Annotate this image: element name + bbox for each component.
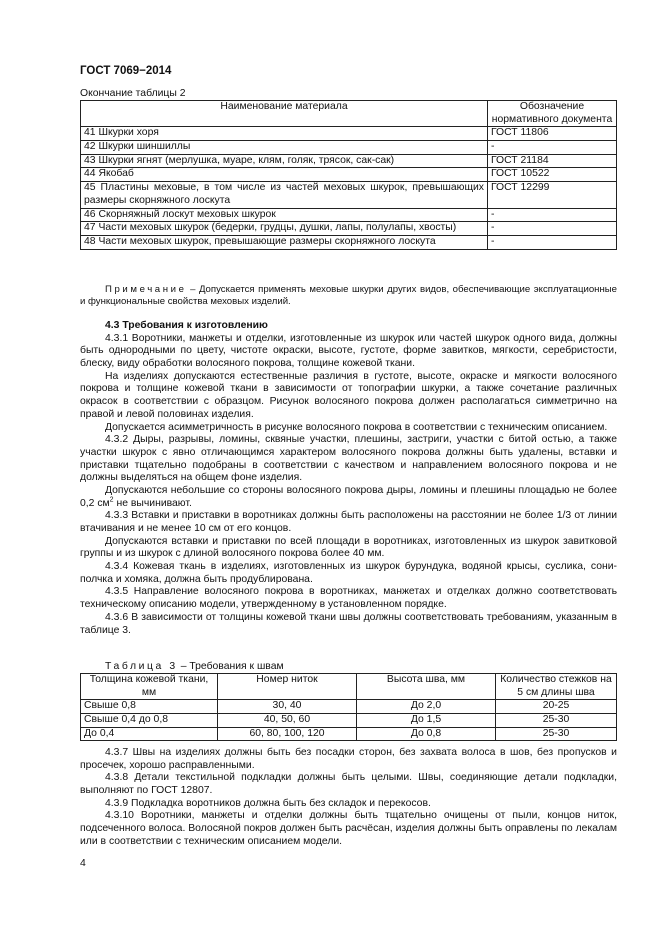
table-row xyxy=(81,222,617,236)
seams-col-thread: Номер ниток xyxy=(218,674,357,700)
paragraph: 4.3.6 В зависимости от толщины кожевой ткани швы должны соответствовать требованиям, указанным в таблице 3. xyxy=(80,611,617,636)
paragraph: 4.3.4 Кожевая ткань в изделиях, изготовленных из шкурок бурундука, водяной крысы, суслика, сони-полчка и хомяка, должна быть продублирована. xyxy=(80,561,617,585)
page-number: 4 xyxy=(80,858,86,869)
table-row xyxy=(81,235,617,249)
seams-cell: До 0,8 xyxy=(357,727,496,741)
table3-caption-label: Таблица 3 xyxy=(105,661,178,672)
seams-table xyxy=(80,673,617,741)
material-name: 45 Пластины меховые, в том числе из частей меховых шкурок, превышающих размеры скорняжного лоскута xyxy=(81,182,488,208)
table-row xyxy=(81,700,617,714)
paragraph: 4.3.3 Вставки и приставки в воротниках должны быть расположены на расстоянии не более 1/3 от линии втачивания и не менее 10 см от его концов. xyxy=(80,510,617,534)
paragraph: Допускается асимметричность в рисунке волосяного покрова в соответствии с техническим описанием. xyxy=(105,421,608,433)
section-body xyxy=(80,320,617,637)
seams-cell: 30, 40 xyxy=(218,700,357,714)
table3-caption xyxy=(105,661,284,674)
hair-text-end: не вычинивают. xyxy=(113,497,192,509)
seams-cell: 20-25 xyxy=(496,700,617,714)
paragraph: 4.3.2 Дыры, разрывы, ломины, сквяные участки, плешины, застриги, участки с битой остью, а также участки шкурок с явно отличающимся характером волосяного покрова должны быть удалены, вставки и приставки тщательно подобраны в соответствии с качеством и направлением волосяного покрова и не должны выделяться на общем фоне изделия. xyxy=(80,434,617,484)
material-doc: - xyxy=(488,141,617,155)
material-name: 43 Шкурки ягнят (мерлушка, муаре, клям, голяк, трясок, сак-сак) xyxy=(81,154,488,168)
material-name: 44 Якобаб xyxy=(81,168,488,182)
seams-cell: До 0,4 xyxy=(81,727,218,741)
seams-cell: До 2,0 xyxy=(357,700,496,714)
paragraph: 4.3.7 Швы на изделиях должны быть без посадки сторон, без захвата волоса в шов, без пропусков и просечек, хорошо расправленными. xyxy=(80,747,617,771)
table-row xyxy=(81,127,617,141)
table-row xyxy=(81,141,617,155)
table3-caption-text: – Требования к швам xyxy=(177,661,284,672)
seams-col-height: Высота шва, мм xyxy=(357,674,496,700)
paragraph: Допускаются вставки и приставки по всей площади в воротниках, изготовленных из шкурок завитковой группы и из шкурок с длиной волосяного покрова более 40 мм. xyxy=(80,535,617,560)
seams-cell: До 1,5 xyxy=(357,714,496,728)
paragraph: На изделиях допускаются естественные различия в густоте, высоте, окраске и мягкости волосяного покрова и толщине кожевой ткани в зависимости от топографии шкурки, а также сочетание различных окрасок в соответствии с образцом. Рисунок волосяного покрова должен располагаться симметрично на правой и левой половинах изделия. xyxy=(80,370,617,420)
material-doc: - xyxy=(488,222,617,236)
material-doc: ГОСТ 10522 xyxy=(488,168,617,182)
material-name: 41 Шкурки хоря xyxy=(81,127,488,141)
seams-cell: Свыше 0,8 xyxy=(81,700,218,714)
note-label: Примечание xyxy=(105,284,187,295)
table-row xyxy=(81,208,617,222)
paragraph: 4.3.10 Воротники, манжеты и отделки должны быть тщательно очищены от пыли, концов ниток, подсеченного волоса. Волосяной покров должен быть расчёсан, изделия должны быть оправлены по лекалам или в соответствии с техническим описанием модели. xyxy=(80,810,617,847)
section-heading: 4.3 Требования к изготовлению xyxy=(105,320,268,331)
seams-cell: 25-30 xyxy=(496,727,617,741)
seams-cell: 40, 50, 60 xyxy=(218,714,357,728)
standard-header: ГОСТ 7069−2014 xyxy=(80,65,172,77)
table2-caption: Окончание таблицы 2 xyxy=(80,88,186,99)
seams-col-thickness: Толщина кожевой ткани, мм xyxy=(81,674,218,700)
seams-cell: 25-30 xyxy=(496,714,617,728)
material-name: 42 Шкурки шиншиллы xyxy=(81,141,488,155)
table-row xyxy=(81,154,617,168)
paragraph: 4.3.5 Направление волосяного покрова в воротниках, манжетах и отделках должно соответствовать техническому описанию модели, утвержденному в установленном порядке. xyxy=(80,586,617,611)
table-row xyxy=(81,727,617,741)
table-note xyxy=(80,284,617,309)
material-doc: - xyxy=(488,235,617,249)
material-doc: ГОСТ 21184 xyxy=(488,154,617,168)
seams-cell: Свыше 0,4 до 0,8 xyxy=(81,714,218,728)
paragraph: 4.3.9 Подкладка воротников должна быть без складок и перекосов. xyxy=(105,797,431,809)
seams-cell: 60, 80, 100, 120 xyxy=(218,727,357,741)
table-row xyxy=(81,182,617,208)
material-name: 47 Части меховых шкурок (бедерки, грудцы, душки, лапы, полулапы, хвосты) xyxy=(81,222,488,236)
paragraph xyxy=(80,485,617,510)
materials-col-doc: Обозначение нормативного документа xyxy=(488,101,617,127)
table-row xyxy=(81,714,617,728)
seams-col-stitches: Количество стежков на 5 см длины шва xyxy=(496,674,617,700)
material-doc: ГОСТ 11806 xyxy=(488,127,617,141)
materials-table xyxy=(80,100,617,250)
material-name: 46 Скорняжный лоскут меховых шкурок xyxy=(81,208,488,222)
section-body-continued xyxy=(80,747,617,849)
note-text: – Допускается применять меховые шкурки других видов, обеспечивающие эксплуатационные и функциональные свойства меховых изделий. xyxy=(80,284,617,308)
hair-text: Допускаются небольшие со стороны волосяного покрова дыры, ломины и плешины площадью не более 0,2 см xyxy=(80,484,617,509)
paragraph: 4.3.1 Воротники, манжеты и отделки, изготовленные из шкурок или частей шкурок одного вида, должны быть однородными по цвету, чистоте окраски, высоте, густоте, форме завитков, мягкости, серебристости, блеску, виду обработки волосяного покрова, толщине кожевой ткани. xyxy=(80,332,617,370)
material-doc: - xyxy=(488,208,617,222)
hair-sup: 2 xyxy=(109,496,114,504)
table-row xyxy=(81,168,617,182)
material-doc: ГОСТ 12299 xyxy=(488,182,617,208)
paragraph: 4.3.8 Детали текстильной подкладки должны быть целыми. Швы, соединяющие детали подкладки, выполняют по ГОСТ 12807. xyxy=(80,772,617,797)
material-name: 48 Части меховых шкурок, превышающие размеры скорняжного лоскута xyxy=(81,235,488,249)
materials-col-name: Наименование материала xyxy=(81,101,488,127)
